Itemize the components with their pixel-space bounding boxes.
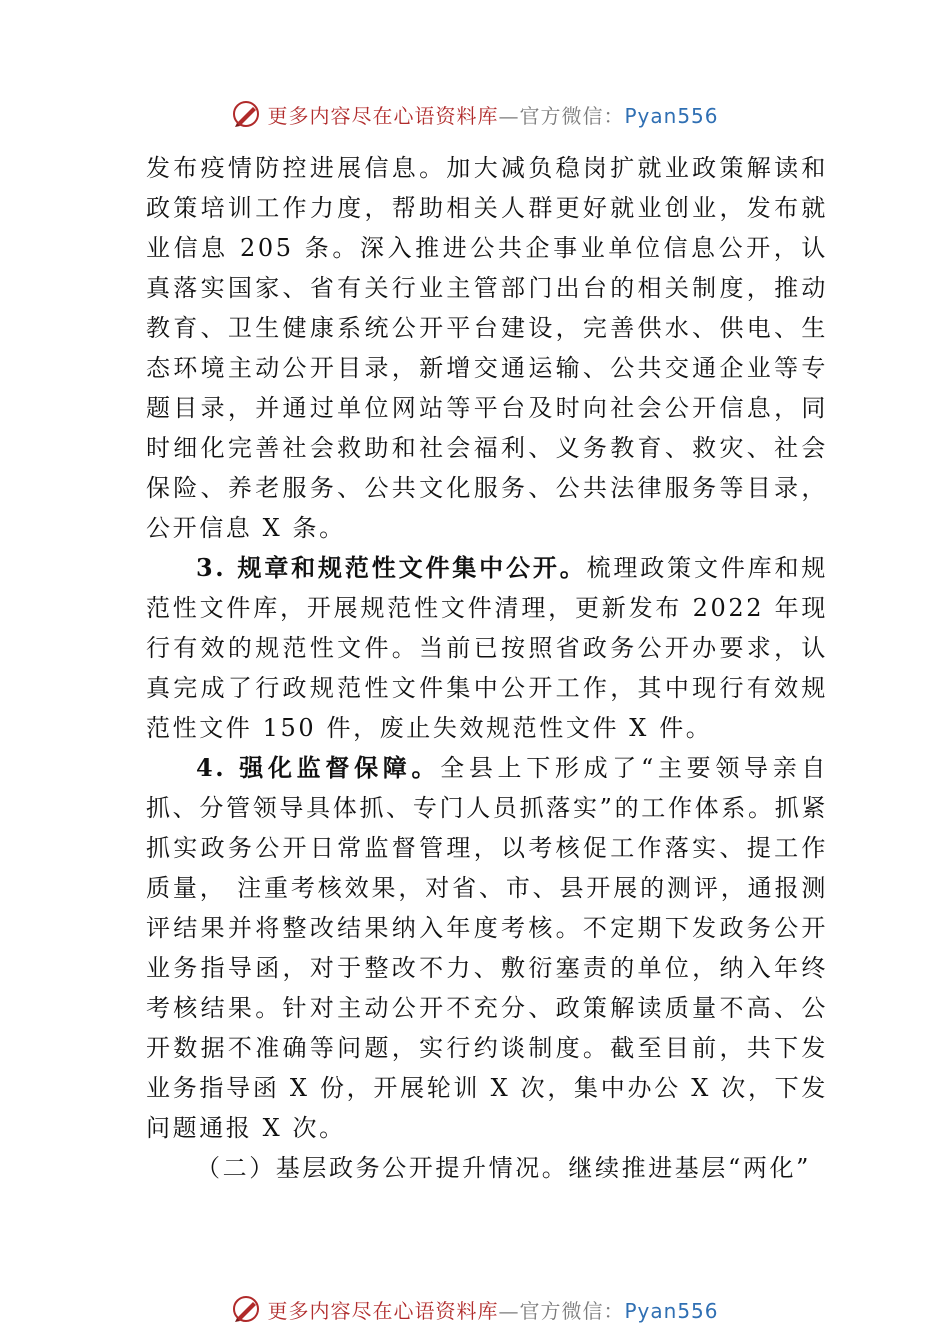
pen-logo-icon — [231, 99, 261, 129]
section-heading-3: 3. 规章和规范性文件集中公开。 — [196, 553, 587, 582]
paragraph-1: 发布疫情防控进展信息。加大减负稳岗扩就业政策解读和政策培训工作力度，帮助相关人群更好就业创业，发布就业信息 205 条。深入推进公共企事业单位信息公开，认真落实国家、省有关行业主管部门出台的相关制度，推动教育、卫生健康系统公开平台建设，完善供水、供电、生态环境主动公开目录，新增交通运输、公共交通企业等专题目录，并通过单位网站等平台及时向社会公开信息，同时细化完善社会救助和社会福利、义务教育、救灾、社会保险、养老服务、公共文化服务、公共法律服务等目录，公开信息 X 条。 — [146, 154, 828, 542]
paragraph-2: 3. 规章和规范性文件集中公开。梳理政策文件库和规范性文件库，开展规范性文件清理，更新发布 2022 年现行有效的规范性文件。当前已按照省政务公开办要求，认真完成了行政规范性文件集中公开工作，其中现行有效规范性文件 150 件，废止失效规范性文件 X 件。 — [146, 553, 828, 742]
paragraph-4: （二）基层政务公开提升情况。继续推进基层“两化” — [196, 1154, 811, 1182]
watermark-text: 更多内容尽在心语资料库—官方微信：Pyan556 — [267, 103, 719, 128]
pen-logo-icon — [231, 1294, 261, 1324]
document-body — [146, 148, 828, 1188]
section-heading-4: 4. 强化监督保障。 — [196, 753, 441, 782]
header-watermark — [0, 94, 950, 134]
footer-watermark — [0, 1289, 950, 1329]
watermark-text: 更多内容尽在心语资料库—官方微信：Pyan556 — [267, 1298, 719, 1323]
paragraph-3: 4. 强化监督保障。全县上下形成了“主要领导亲自抓、分管领导具体抓、专门人员抓落实”的工作体系。抓紧抓实政务公开日常监督管理，以考核促工作落实、提工作质量， 注重考核效果，对省、市、县开展的测评，通报测评结果并将整改结果纳入年度考核。不定期下发政务公开业务指导函，对于整改不力、敷衍塞责的单位，纳入年终考核结果。针对主动公开不充分、政策解读质量不高、公开数据不准确等问题，实行约谈制度。截至目前，共下发业务指导函 X 份，开展轮训 X 次，集中办公 X 次，下发问题通报 X 次。 — [146, 753, 828, 1142]
